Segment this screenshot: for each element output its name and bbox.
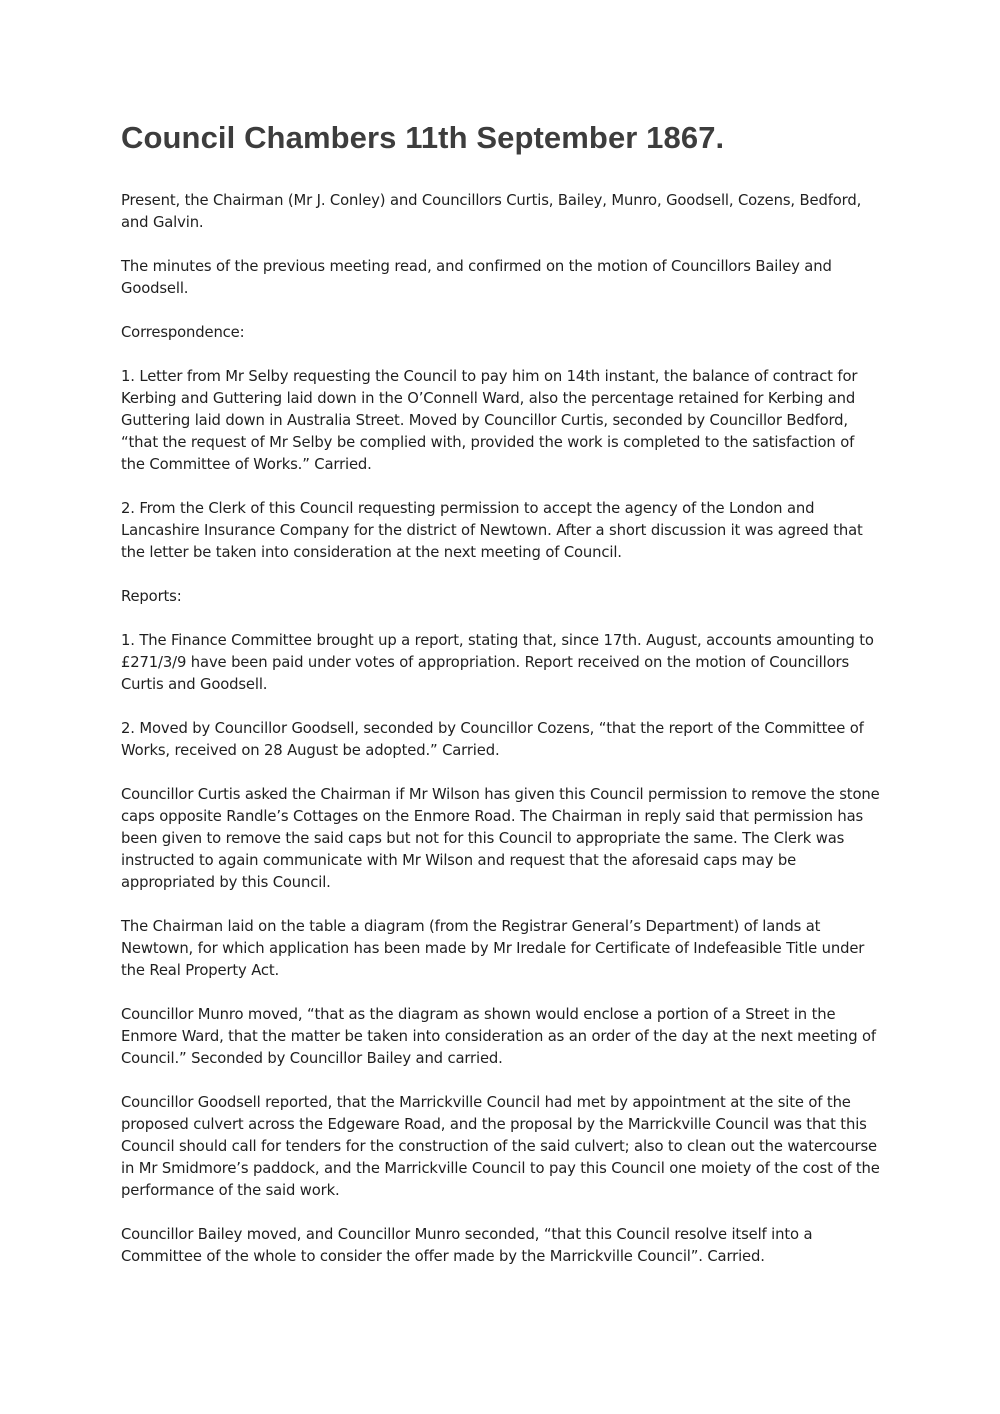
- paragraph-attendance: Present, the Chairman (Mr J. Conley) and Councillors Curtis, Bailey, Munro, Goodsell, Cozens, Bedford, and Galvin.: [121, 192, 862, 231]
- paragraph-report-1: 1. The Finance Committee brought up a report, stating that, since 17th. August, accounts amounting to £271/3/9 have been paid under votes of appropriation. Report received on the motion of Councillors Curtis and Goodsell.: [121, 632, 874, 693]
- paragraph-diagram: The Chairman laid on the table a diagram (from the Registrar General’s Department) of lands at Newtown, for which application has been made by Mr Iredale for Certificate of Indefeasible Title under the Real Property Act.: [121, 918, 865, 979]
- paragraph-stone-caps: Councillor Curtis asked the Chairman if Mr Wilson has given this Council permission to remove the stone caps opposite Randle’s Cottages on the Enmore Road. The Chairman in reply said that permission has been given to remove the said caps but not for this Council to appropriate the same. The Clerk was instructed to again communicate with Mr Wilson and request that the aforesaid caps may be appropriated by this Council.: [121, 786, 880, 891]
- paragraph-committee-motion: Councillor Bailey moved, and Councillor Munro seconded, “that this Council resolve itself into a Committee of the whole to consider the offer made by the Marrickville Council”. Carried.: [121, 1226, 813, 1265]
- paragraph-munro-motion: Councillor Munro moved, “that as the diagram as shown would enclose a portion of a Street in the Enmore Ward, that the matter be taken into consideration as an order of the day at the next meeting of Council.” Seconded by Councillor Bailey and carried.: [121, 1006, 876, 1067]
- heading-correspondence: Correspondence:: [121, 324, 245, 341]
- paragraph-minutes: The minutes of the previous meeting read, and confirmed on the motion of Councillors Bailey and Goodsell.: [121, 258, 832, 297]
- document-page: [121, 118, 881, 1290]
- paragraph-culvert: Councillor Goodsell reported, that the Marrickville Council had met by appointment at the site of the proposed culvert across the Edgeware Road, and the proposal by the Marrickville Council was that this Council should call for tenders for the construction of the said culvert; also to clean out the watercourse in Mr Smidmore’s paddock, and the Marrickville Council to pay this Council one moiety of the cost of the performance of the said work.: [121, 1094, 880, 1199]
- paragraph-report-2: 2. Moved by Councillor Goodsell, seconded by Councillor Cozens, “that the report of the Committee of Works, received on 28 August be adopted.” Carried.: [121, 720, 864, 759]
- heading-reports: Reports:: [121, 588, 182, 605]
- paragraph-correspondence-2: 2. From the Clerk of this Council requesting permission to accept the agency of the London and Lancashire Insurance Company for the district of Newtown. After a short discussion it was agreed that the letter be taken into consideration at the next meeting of Council.: [121, 500, 863, 561]
- document-title: Council Chambers 11th September 1867.: [121, 120, 725, 155]
- paragraph-correspondence-1: 1. Letter from Mr Selby requesting the Council to pay him on 14th instant, the balance of contract for Kerbing and Guttering laid down in the O’Connell Ward, also the percentage retained for Kerbing and Guttering laid down in Australia Street. Moved by Councillor Curtis, seconded by Councillor Bedford, “that the request of Mr Selby be complied with, provided the work is completed to the satisfaction of the Committee of Works.” Carried.: [121, 368, 858, 473]
